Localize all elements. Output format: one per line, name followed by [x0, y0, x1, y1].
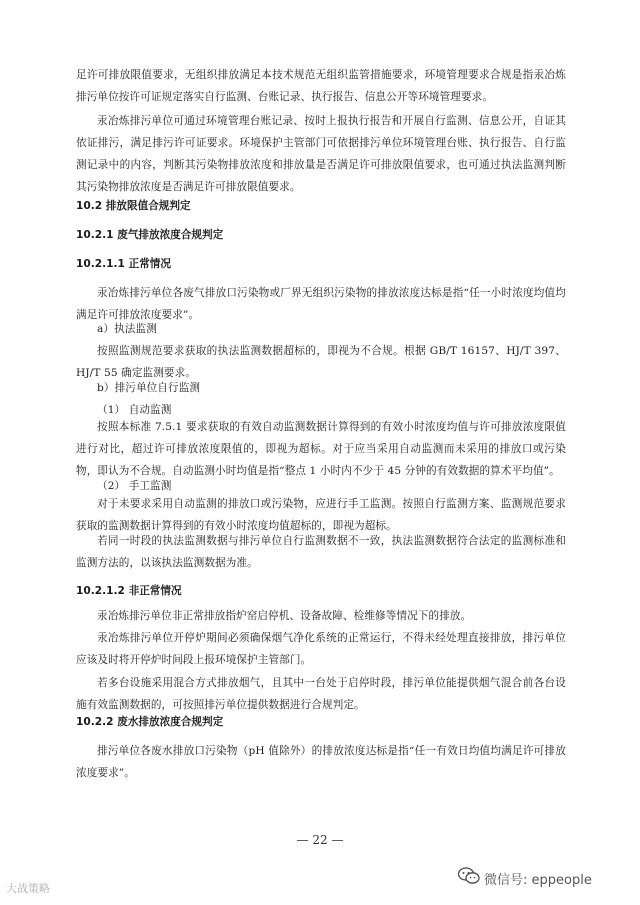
list-label-automatic-monitoring: （1） 自动监测: [97, 404, 172, 416]
section-heading-10-2-1-2: 10.2.1.2 非正常情况: [76, 585, 182, 597]
watermark-left-text: 大战策略: [6, 882, 50, 895]
section-heading-10-2-1: 10.2.1 废气排放浓度合规判定: [76, 229, 224, 241]
paragraph-abnormal-definition: 汞冶炼排污单位非正常排放指炉窑启停机、设备故障、检维修等情况下的排放。: [97, 610, 472, 622]
list-label-enforcement-monitoring: a）执法监测: [97, 323, 157, 335]
paragraph-manual-monitoring: 对于未要求采用自动监测的排放口或污染物，应进行手工监测。按照自行监测方案、监测规范要求获取的监测数据计算得到的有效小时浓度均值超标的，即视为超标。: [76, 498, 566, 532]
wechat-icon: [458, 867, 480, 889]
paragraph-enforcement-monitoring: 按照监测规范要求获取的执法监测数据超标的，即视为不合规。根据 GB/T 16157、HJ/T 397、HJ/T 55 确定监测要求。: [76, 345, 566, 379]
paragraph-compliance-definition: 足许可排放限值要求，无组织排放满足本技术规范无组织监管措施要求，环境管理要求合规是指汞冶炼排污单位按许可证规定落实自行监测、台账记录、执行报告、信息公开等环境管理要求。: [76, 69, 566, 103]
watermark-left: [6, 880, 50, 896]
paragraph-startup-shutdown: 汞冶炼排污单位开停炉期间必须确保烟气净化系统的正常运行，不得未经处理直接排放，排污单位应该及时将开停炉时间段上报环境保护主管部门。: [76, 632, 566, 666]
paragraph-wastewater-standard: 排污单位各废水排放口污染物（pH 值除外）的排放浓度达标是指“任一有效日均值均满足许可排放浓度要求”。: [76, 745, 566, 779]
section-heading-10-2-2: 10.2.2 废水排放浓度合规判定: [76, 716, 224, 728]
list-label-manual-monitoring: （2） 手工监测: [97, 480, 172, 492]
list-label-self-monitoring: b）排污单位自行监测: [97, 382, 201, 394]
paragraph-data-conflict: 若同一时段的执法监测数据与排污单位自行监测数据不一致，执法监测数据符合法定的监测标准和监测方法的，以该执法监测数据为准。: [76, 535, 566, 569]
paragraph-self-certification: 汞冶炼排污单位可通过环境管理台账记录、按时上报执行报告和开展自行监测、信息公开，自证其依证排污，满足排污许可证要求。环境保护主管部门可依据排污单位环境管理台账、执行报告、自行监测记录中的内容，判断其污染物排放浓度和排放量是否满足许可排放限值要求，也可通过执法监测判断其污染物排放浓度是否满足许可排放限值要求。: [76, 115, 566, 193]
wechat-id-text: 微信号: eppeople: [484, 872, 592, 888]
paragraph-gas-standard: 汞冶炼排污单位各废气排放口污染物或厂界无组织污染物的排放浓度达标是指“任一小时浓度均值均满足许可排放浓度要求”。: [76, 287, 566, 321]
section-heading-10-2: 10.2 排放限值合规判定: [76, 200, 191, 212]
page-number: — 22 —: [296, 833, 344, 847]
wechat-watermark: [458, 868, 592, 888]
paragraph-mixed-emission: 若多台设施采用混合方式排放烟气，且其中一台处于启停时段，排污单位能提供烟气混合前各台设施有效监测数据的，可按照排污单位提供数据进行合规判定。: [76, 677, 566, 711]
section-heading-10-2-1-1: 10.2.1.1 正常情况: [76, 258, 171, 270]
paragraph-automatic-monitoring: 按照本标准 7.5.1 要求获取的有效自动监测数据计算得到的有效小时浓度均值与许可排放浓度限值进行对比，超过许可排放浓度限值的，即视为超标。对于应当采用自动监测而未采用的排放口或污染物，即认为不合规。自动监测小时均值是指“整点 1 小时内不少于 45 分钟的有效数据的算术平均值”。: [76, 421, 566, 477]
